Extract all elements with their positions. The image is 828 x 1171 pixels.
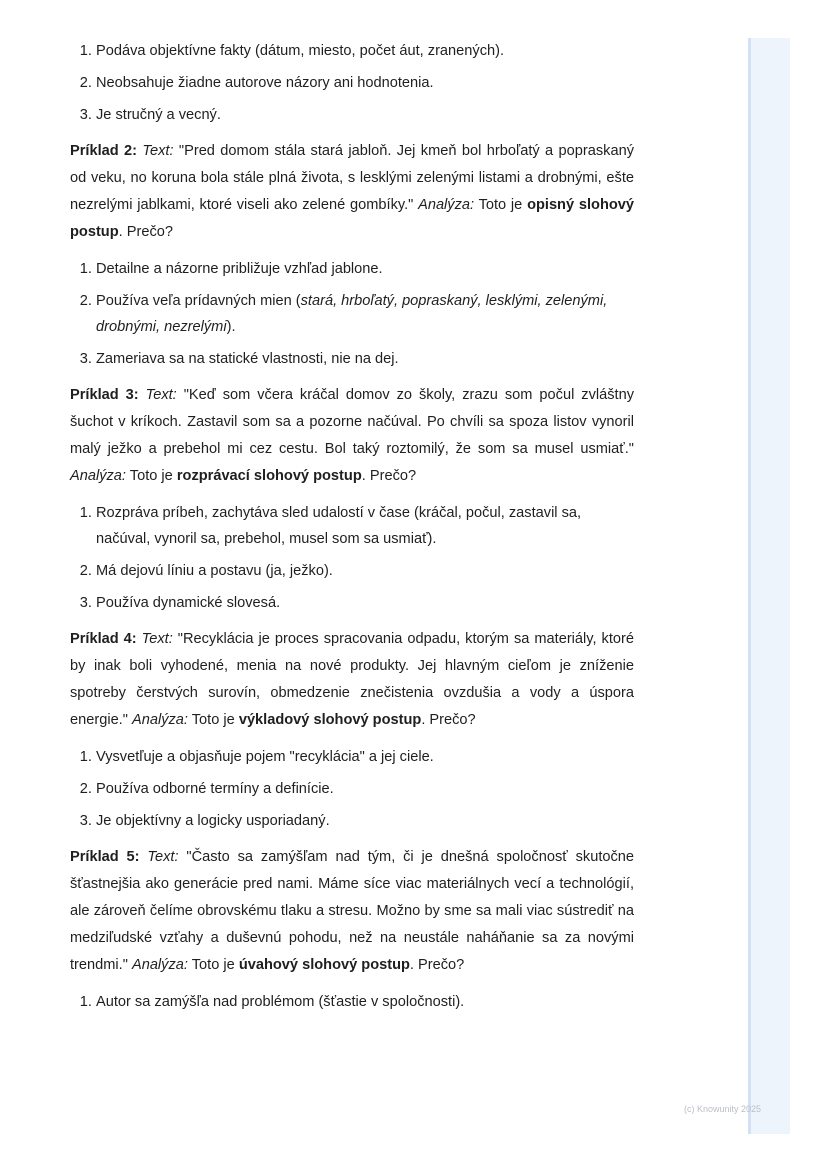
analysis-label: Analýza: [418, 197, 475, 213]
text-label: Text: [147, 849, 179, 865]
example-text: "Pred domom stála stará jabloň. Jej kmeň bol hrboľatý a popraskaný od veku, no koruna bola stále plná života, s lesklými zelenými listami a drobnými, ešte nezrelými jablkami, ktoré viseli ako zelené gombíky." [70, 143, 634, 213]
list-item: 3. Používa dynamické slovesá. [96, 590, 634, 616]
why-text: . Prečo? [118, 224, 173, 240]
document-body [70, 38, 634, 1021]
why-text: . Prečo? [409, 957, 465, 973]
list-item: 1. Rozpráva príbeh, zachytáva sled udalostí v čase (kráčal, počul, zastavil sa, načúval, vynoril sa, prebehol, musel som sa usmiať). [96, 500, 634, 552]
text-label: Text: [142, 143, 174, 159]
postup-type: úvahový slohový postup [238, 957, 410, 973]
example-paragraph [70, 626, 634, 734]
list-item: 1. Podáva objektívne fakty (dátum, miesto, počet áut, zranených). [96, 38, 634, 64]
list-item: 2. Používa odborné termíny a definície. [96, 776, 634, 802]
list-item: 2. Neobsahuje žiadne autorove názory ani hodnotenia. [96, 70, 634, 96]
right-margin-panel [748, 38, 790, 1134]
list-item: 3. Je stručný a vecný. [96, 102, 634, 128]
list-item: 3. Je objektívny a logicky usporiadaný. [96, 808, 634, 834]
postup-type: rozprávací slohový postup [176, 468, 362, 484]
reason-list [70, 744, 634, 834]
analysis-label: Analýza: [70, 468, 126, 484]
example-paragraph [70, 844, 634, 979]
postup-type: výkladový slohový postup [238, 712, 422, 728]
postup-type: opisný slohový postup [70, 197, 635, 240]
example-label: Príklad 2: [70, 143, 138, 159]
analysis-pre: Toto je [478, 197, 523, 213]
reason-list [70, 500, 634, 616]
list-item: 2. Má dejovú líniu a postavu (ja, ježko). [96, 558, 634, 584]
text-label: Text: [141, 631, 173, 647]
list-item: 1. Detailne a názorne približuje vzhľad jablone. [96, 256, 634, 282]
analysis-pre: Toto je [191, 712, 235, 728]
intro-list [70, 38, 634, 128]
example-paragraph [70, 382, 634, 490]
why-text: . Prečo? [361, 468, 417, 484]
why-text: . Prečo? [421, 712, 476, 728]
watermark: (c) Knowunity 2025 [684, 1104, 762, 1114]
list-item: 2. Používa veľa prídavných mien (stará, hrboľatý, popraskaný, lesklými, zelenými, drobnými, nezrelými). [96, 288, 634, 340]
list-item: 3. Zameriava sa na statické vlastnosti, nie na dej. [96, 346, 634, 372]
text-label: Text: [145, 387, 177, 403]
analysis-pre: Toto je [191, 957, 235, 973]
analysis-pre: Toto je [129, 468, 173, 484]
list-item: 1. Autor sa zamýšľa nad problémom (šťastie v spoločnosti). [96, 989, 634, 1015]
example-text: "Recyklácia je proces spracovania odpadu, ktorým sa materiály, ktoré by inak boli vyhodené, menia na nové produkty. Jej hlavným cieľom je zníženie spotreby čerstvých surovín, obmedzenie znečistenia ovzdušia a vody a úspora energie." [70, 631, 635, 728]
example-label: Príklad 5: [70, 849, 140, 865]
analysis-label: Analýza: [131, 712, 188, 728]
example-label: Príklad 4: [70, 631, 137, 647]
list-item: 1. Vysvetľuje a objasňuje pojem "recyklácia" a jej ciele. [96, 744, 634, 770]
reason-list [70, 256, 634, 372]
example-paragraph [70, 138, 634, 246]
example-text: "Keď som včera kráčal domov zo školy, zrazu som počul zvláštny šuchot v kríkoch. Zastavil som sa a pozorne načúval. Po chvíli sa spoza listov vynoril malý ježko a prebehol mi cez cestu. Bol taký roztomilý, že som sa musel usmiať." [70, 387, 635, 457]
example-text: "Často sa zamýšľam nad tým, či je dnešná spoločnosť skutočne šťastnejšia ako generácie pred nami. Máme síce viac materiálnych vecí a technológií, ale zároveň čelíme obrovskému tlaku a stresu. Možno by sme sa mali viac sústrediť na medziľudské vzťahy a duševnú pohodu, než na neustále naháňanie sa za novými trendmi." [70, 849, 635, 973]
reason-list [70, 989, 634, 1015]
analysis-label: Analýza: [131, 957, 188, 973]
example-label: Príklad 3: [70, 387, 139, 403]
